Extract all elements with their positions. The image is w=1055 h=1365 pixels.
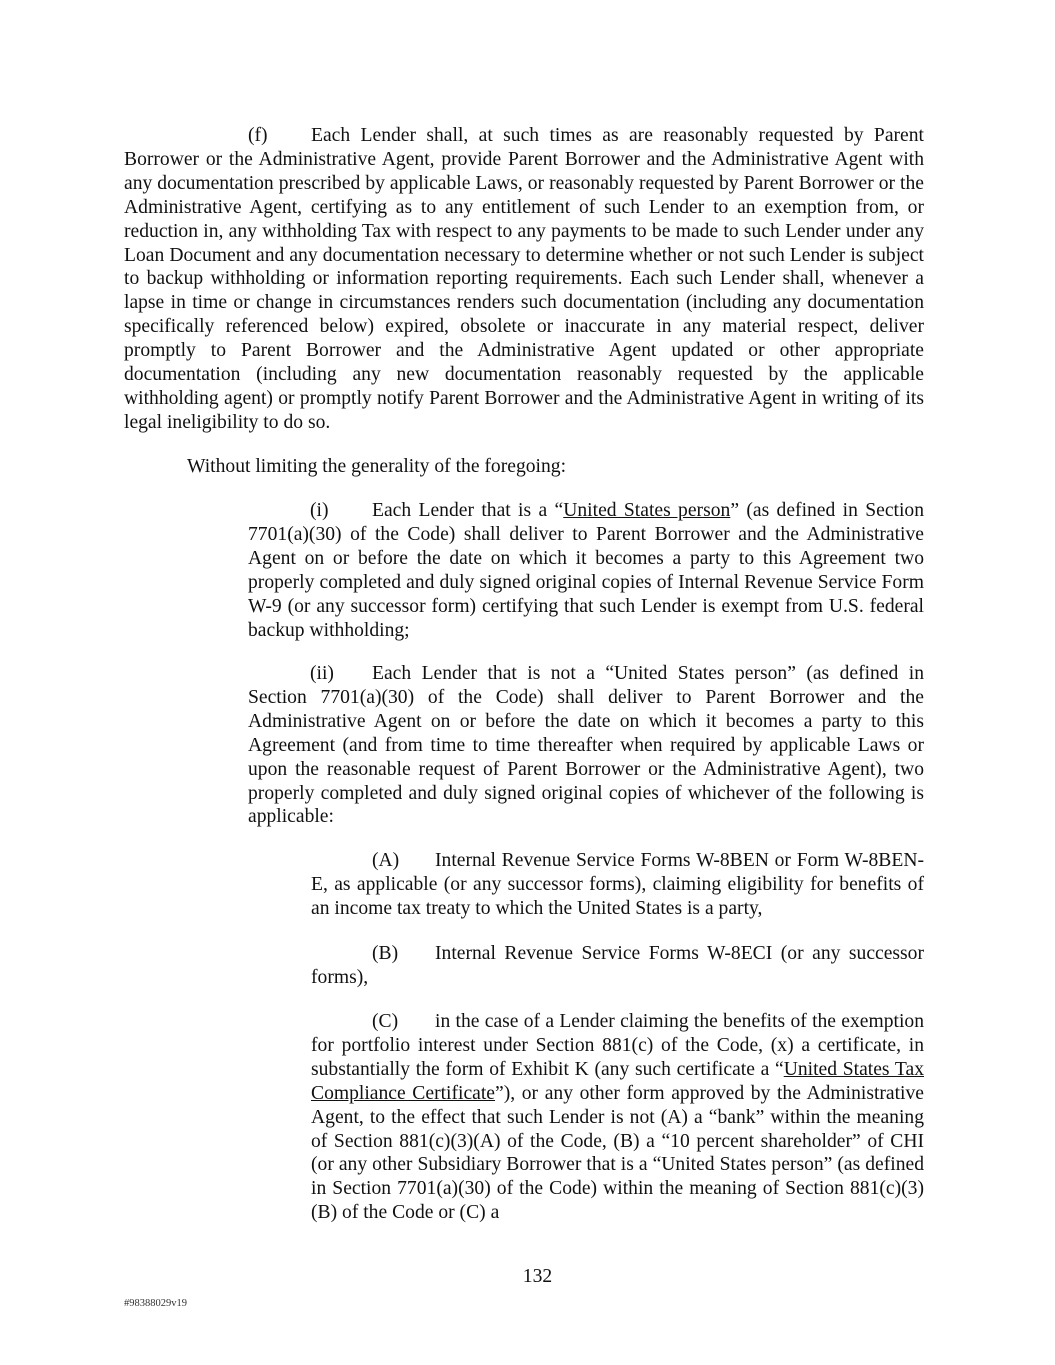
clause-C-defined-term: United States Tax Compliance Certificate	[311, 1058, 924, 1104]
clause-i-defined-term: United States person	[563, 500, 731, 521]
clause-C	[311, 1010, 924, 1225]
clause-A	[311, 849, 924, 921]
clause-ii-label: (ii)	[310, 663, 334, 684]
clause-A-label: (A)	[372, 850, 400, 871]
clause-C-text-before: in the case of a Lender claiming the benefits of the exemption for portfolio interest under Section 881(c) of the Code, (x) a certificate, in substantially the form of Exhibit K (any such certificate a “	[311, 1011, 924, 1080]
clause-i-text-before: Each Lender that is a “	[372, 500, 564, 521]
clause-i-label: (i)	[310, 500, 329, 521]
clause-ii	[248, 662, 924, 829]
document-id: #98388029v19	[124, 1298, 187, 1309]
clause-B-text: Internal Revenue Service Forms W-8ECI (or any successor forms),	[311, 943, 924, 988]
without-limiting-line: Without limiting the generality of the foregoing:	[187, 456, 567, 477]
clause-B	[311, 942, 924, 990]
paragraph-f	[124, 124, 924, 435]
clause-C-text-after: ”), or any other form approved by the Administrative Agent, to the effect that such Lender is not (A) a “bank” within the meaning of Section 881(c)(3)(A) of the Code, (B) a “10 percent shareholder” of CHI (or any other Subsidiary Borrower that is a “United States person” (as defined in Section 7701(a)(30) of the Code) within the meaning of Section 881(c)(3)(B) of the Code or (C) a	[311, 1082, 924, 1224]
clause-i-text-after: ” (as defined in Section 7701(a)(30) of the Code) shall deliver to Parent Borrower and the Administrative Agent on or before the date on which it becomes a party to this Agreement two properly completed and duly signed original copies of Internal Revenue Service Form W-9 (or any successor form) certifying that such Lender is exempt from U.S. federal backup withholding;	[248, 500, 925, 641]
clause-A-text: Internal Revenue Service Forms W-8BEN or Form W-8BEN-E, as applicable (or any successor forms), claiming eligibility for benefits of an income tax treaty to which the United States is a party,	[311, 850, 924, 919]
clause-C-label: (C)	[372, 1011, 399, 1032]
paragraph-f-text: Each Lender shall, at such times as are reasonably requested by Parent Borrower or the Administrative Agent, provide Parent Borrower and the Administrative Agent with any documentation prescribed by applicable Laws, or reasonably requested by Parent Borrower or the Administrative Agent, certifying as to any entitlement of such Lender to an exemption from, or reduction in, any withholding Tax with respect to any payments to be made to such Lender under any Loan Document and any documentation necessary to determine whether or not such Lender is subject to backup withholding or information reporting requirements. Each such Lender shall, whenever a lapse in time or change in circumstances renders such documentation (including any documentation specifically referenced below) expired, obsolete or inaccurate in any material respect, deliver promptly to Parent Borrower and the Administrative Agent updated or other appropriate documentation (including any new documentation reasonably requested by the applicable withholding agent) or promptly notify Parent Borrower and the Administrative Agent in writing of its legal ineligibility to do so.	[124, 125, 924, 433]
clause-ii-text: Each Lender that is not a “United States person” (as defined in Section 7701(a)(30) of the Code) shall deliver to Parent Borrower and the Administrative Agent on or before the date on which it becomes a party to this Agreement (and from time to time thereafter when required by applicable Laws or upon the reasonable request of Parent Borrower or the Administrative Agent), two properly completed and duly signed original copies of whichever of the following is applicable:	[248, 663, 924, 828]
clause-B-label: (B)	[372, 943, 399, 964]
clause-i	[248, 499, 924, 642]
page-number: 132	[522, 1266, 553, 1287]
paragraph-f-label: (f)	[248, 125, 268, 146]
